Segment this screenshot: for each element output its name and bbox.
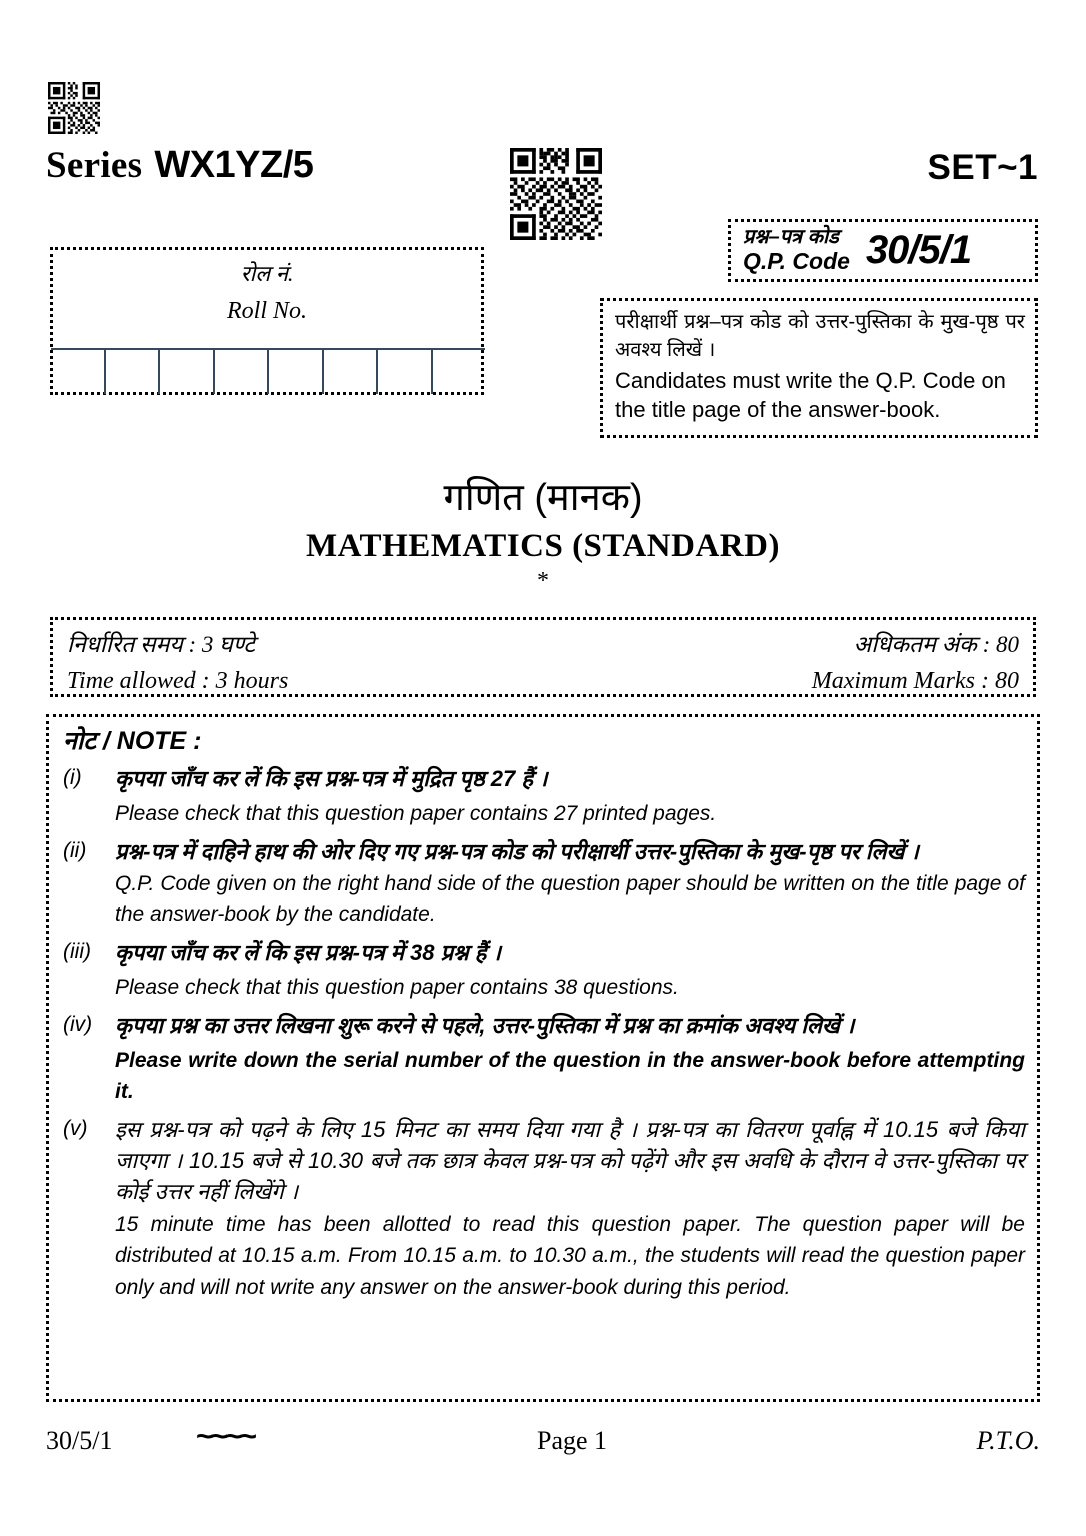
note-item <box>63 836 1025 931</box>
note-item-number: (iv) <box>63 1012 93 1036</box>
note-item-english: Please write down the serial number of the question in the answer-book before attempting it. <box>115 1048 1025 1104</box>
note-item-english: 15 minute time has been allotted to read this question paper. The question paper will be distributed at 10.15 a.m. From 10.15 a.m. to 10.30 a.m., the students will read the question paper only and will not write any answer on the answer-book during this period. <box>115 1212 1025 1299</box>
candidate-notice-hindi: परीक्षार्थी प्रश्न–पत्र कोड को उत्तर-पुस्तिका के मुख-पृष्ठ पर अवश्य लिखें । <box>615 311 1025 361</box>
note-item-number: (ii) <box>63 838 87 862</box>
roll-no-box <box>50 247 484 395</box>
maximum-marks-english: Maximum Marks : 80 <box>811 667 1019 694</box>
qp-code-labels <box>743 227 850 273</box>
set-label: SET~1 <box>927 148 1038 187</box>
roll-no-cell[interactable] <box>215 350 270 394</box>
qr-code-icon <box>510 148 602 240</box>
note-item <box>63 1114 1025 1303</box>
page-title-english: MATHEMATICS (STANDARD) <box>306 528 780 564</box>
note-item-number: (i) <box>63 766 82 789</box>
note-item-english: Please check that this question paper contains 27 printed pages. <box>115 802 717 826</box>
candidate-notice-box <box>600 298 1038 438</box>
roll-no-label-hindi: रोल नं. <box>240 261 294 286</box>
series-word: Series <box>46 145 143 186</box>
qp-code-label-english: Q.P. Code <box>743 247 850 274</box>
note-item-english: Q.P. Code given on the right hand side of the question paper should be written on the title page of the answer-book by the candidate. <box>115 871 1025 927</box>
roll-no-cell[interactable] <box>378 350 433 394</box>
time-marks-english-row <box>67 663 1019 699</box>
roll-no-label-english: Roll No. <box>226 297 307 324</box>
title-asterisk: * <box>537 568 549 594</box>
note-item-hindi: कृपया प्रश्न का उत्तर लिखना शुरू करने से पहले, उत्तर-पुस्तिका में प्रश्न का क्रमांक अवश्य लिखें । <box>115 1012 855 1038</box>
footer-pto: P.T.O. <box>976 1426 1040 1455</box>
time-marks-hindi-row <box>67 628 1019 663</box>
note-box <box>46 714 1040 1402</box>
note-item-hindi: कृपया जाँच कर लें कि इस प्रश्न-पत्र में मुद्रित पृष्ठ 27 हैं । <box>115 766 548 791</box>
note-item-body <box>115 836 1025 931</box>
series-line <box>46 146 313 186</box>
candidate-notice-english: Candidates must write the Q.P. Code on the title page of the answer-book. <box>615 368 1006 423</box>
roll-no-cell[interactable] <box>269 350 324 394</box>
note-item-hindi: प्रश्न-पत्र में दाहिने हाथ की ओर दिए गए प्रश्न-पत्र कोड को परीक्षार्थी उत्तर-पुस्तिका के मुख-पृष्ठ पर लिखें । <box>115 838 919 864</box>
note-item-hindi: इस प्रश्न-पत्र को पढ़ने के लिए 15 मिनट का समय दिया गया है । प्रश्न-पत्र का वितरण पूर्वाह्न में 10.15 बजे किया जाएगा । 10.15 बजे से 10.30 बजे तक छात्र केवल प्रश्न-पत्र को पढ़ेंगे और इस अवधि के दौरान वे उत्तर-पुस्तिका पर कोई उत्तर नहीं लिखेंगे । <box>115 1116 1025 1205</box>
note-item-body <box>115 1010 1025 1108</box>
note-item <box>63 1010 1025 1108</box>
note-item-number: (iii) <box>63 939 91 963</box>
qp-code-box <box>728 219 1038 282</box>
roll-no-cell[interactable] <box>106 350 161 394</box>
qp-code-label-hindi: प्रश्न–पत्र कोड <box>743 226 839 249</box>
note-item-body <box>115 763 1025 830</box>
roll-no-cell[interactable] <box>433 350 486 394</box>
page-footer <box>0 1420 1086 1458</box>
note-item-english: Please check that this question paper contains 38 questions. <box>115 976 679 1000</box>
note-title: नोट / NOTE : <box>63 727 202 755</box>
time-marks-box <box>50 617 1036 697</box>
note-item-number: (v) <box>63 1116 88 1140</box>
qp-code-value: 30/5/1 <box>865 228 972 272</box>
footer-page-number: Page 1 <box>537 1426 608 1455</box>
roll-no-cell[interactable] <box>160 350 215 394</box>
series-code: WX1YZ/5 <box>154 144 314 186</box>
wave-ornament-icon: ~~~~ <box>196 1420 255 1453</box>
time-allowed-hindi: निर्धारित समय : 3 घण्टे <box>67 632 255 657</box>
maximum-marks-hindi: अधिकतम अंक : 80 <box>853 632 1019 657</box>
qr-code-icon <box>48 82 100 134</box>
note-item <box>63 763 1025 830</box>
note-item <box>63 937 1025 1004</box>
page-title-hindi: गणित (मानक) <box>443 477 643 519</box>
roll-no-grid[interactable] <box>51 348 485 394</box>
roll-no-cell[interactable] <box>51 350 106 394</box>
note-item-hindi: कृपया जाँच कर लें कि इस प्रश्न-पत्र में 38 प्रश्न हैं । <box>115 939 501 965</box>
note-item-body <box>115 937 1025 1004</box>
note-item-body <box>115 1114 1025 1303</box>
footer-qp-code: 30/5/1 <box>46 1426 113 1455</box>
time-allowed-english: Time allowed : 3 hours <box>67 667 289 694</box>
roll-no-cell[interactable] <box>324 350 379 394</box>
